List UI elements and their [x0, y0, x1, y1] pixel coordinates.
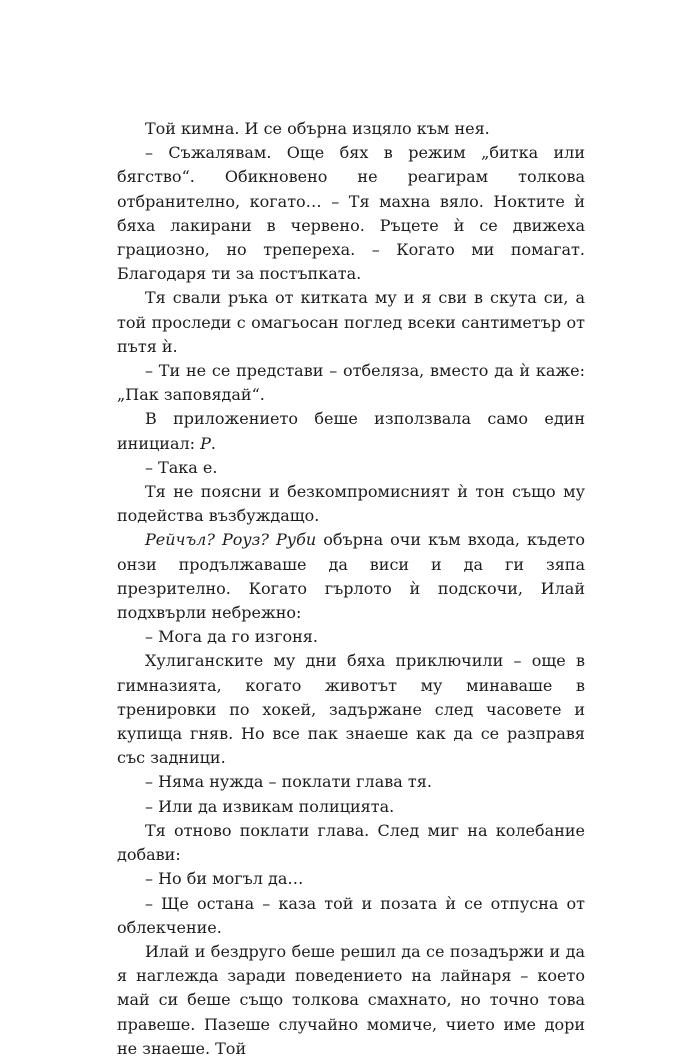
paragraph-5-text: В приложението беше използвала само един инициал:	[117, 409, 585, 453]
paragraph-2: – Съжалявам. Още бях в режим „битка или бягство“. Обикновено не реагирам толкова отбранително, когато… – Тя махна вяло. Ноктите ѝ бяха лакирани в червено. Ръцете ѝ се движеха грациозно, но трепереха. – Когато ми помагат. Благодаря ти за постъпката.	[117, 143, 585, 284]
initial-italic: Р	[200, 433, 211, 453]
paragraph-4: – Ти не се представи – отбеляза, вместо да ѝ каже: „Пак заповядай“.	[117, 361, 585, 405]
paragraph-15: – Ще остана – каза той и позата ѝ се отпусна от облекчение.	[117, 893, 585, 937]
paragraph-8	[117, 528, 585, 625]
paragraph-1: Той кимна. И се обърна изцяло към нея.	[145, 119, 490, 138]
paragraph-9: – Мога да го изгоня.	[145, 627, 318, 647]
paragraph-16: Илай и бездруго беше решил да се позадържи и да я наглежда заради поведението на лайнаря – което май си беше също толкова смахнато, но точно това правеше. Пазеше случайно момиче, чието име дори не знаеше. Той	[117, 941, 585, 1058]
paragraph-5-end: .	[210, 433, 216, 453]
paragraph-13: Тя отново поклати глава. След миг на колебание добави:	[117, 820, 585, 865]
paragraph-8-text: обърна очи към входа, където онзи продължаваше да виси и да ги зяпа презрително. Когато гърлото ѝ подскочи, Илай подхвърли небрежно:	[117, 530, 585, 623]
paragraph-7: Тя не поясни и безкомпромисният ѝ тон също му подейства възбуждащо.	[117, 482, 585, 526]
body-text	[117, 117, 585, 1061]
paragraph-11: – Няма нужда – поклати глава тя.	[145, 772, 432, 792]
paragraph-3: Тя свали ръка от китката му и я сви в скута си, а той проследи с омагьосан поглед всеки сантиметър от пътя ѝ.	[117, 288, 585, 356]
names-italic: Рейчъл? Роуз? Руби	[145, 530, 317, 550]
paragraph-10: Хулиганските му дни бяха приключили – още в гимназията, когато животът му минаваше в тренировки по хокей, задържане след часовете и купища гняв. Но все пак знаеше как да се разправя със задници.	[117, 651, 585, 768]
paragraph-12: – Или да извикам полицията.	[145, 796, 395, 816]
paragraph-6: – Така е.	[145, 457, 218, 477]
paragraph-14: – Но би могъл да…	[145, 869, 304, 889]
paragraph-5	[117, 407, 585, 455]
